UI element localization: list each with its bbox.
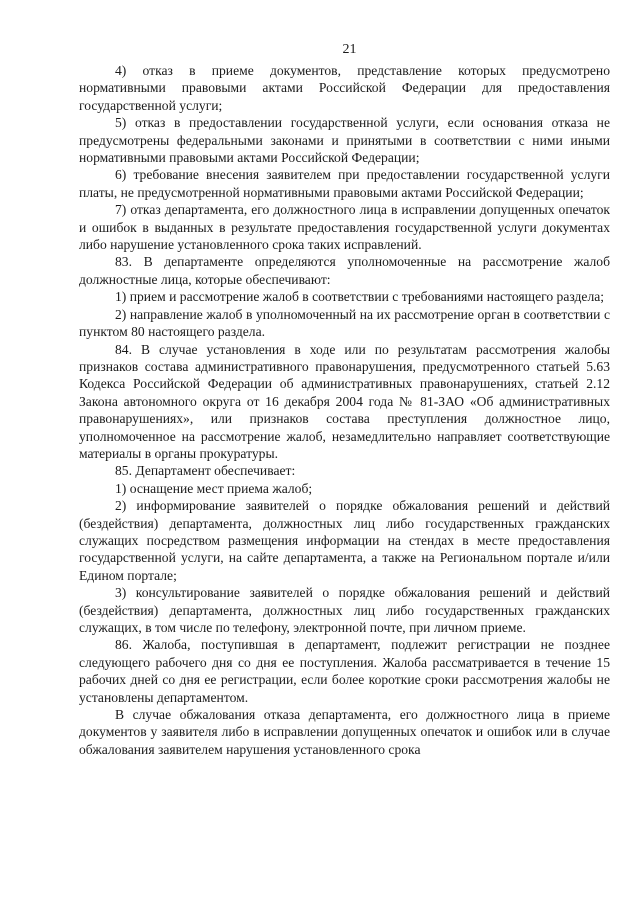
paragraph-clause-85-item-3: 3) консультирование заявителей о порядке обжалования решений и действий (бездействия) департамента, должностных лиц либо государственных гражданских служащих, в том числе по телефону, электронной почте, при личном приеме.	[79, 585, 610, 635]
paragraph-clause-84: 84. В случае установления в ходе или по результатам рассмотрения жалобы признаков состава административного правонарушения, предусмотренного статьей 5.63 Кодекса Российской Федерации об административных правонарушениях, статьей 2.12 Закона автономного округа от 16 декабря 2004 года № 81-ЗАО «Об административных правонарушениях», или признаков состава преступления должностное лицо, уполномоченное на рассмотрение жалоб, незамедлительно направляет соответствующие материалы в органы прокуратуры.	[79, 341, 610, 461]
paragraph-item-5: 5) отказ в предоставлении государственной услуги, если основания отказа не предусмотрены федеральными законами и принятыми в соответствии с ними иными нормативными правовыми актами Российской Федерации;	[79, 115, 610, 166]
paragraph-clause-85-item-1: 1) оснащение мест приема жалоб;	[115, 480, 313, 496]
paragraph-clause-85-item-2: 2) информирование заявителей о порядке обжалования решений и действий (бездействия) департамента, должностных лиц либо государственных гражданских служащих посредством размещения информации на стендах в месте предоставления государственной услуги, на сайте департамента, а также на Региональном портале и/или Едином портале;	[79, 498, 610, 583]
page-number: 21	[342, 42, 357, 57]
paragraph-clause-83-item-1: 1) прием и рассмотрение жалоб в соответствии с требованиями настоящего раздела;	[115, 289, 605, 305]
paragraph-item-6: 6) требование внесения заявителем при предоставлении государственной услуги платы, не предусмотренной нормативными правовыми актами Российской Федерации;	[79, 167, 610, 200]
paragraph-clause-83: 83. В департаменте определяются уполномоченные на рассмотрение жалоб должностные лица, которые обеспечивают:	[79, 254, 610, 287]
paragraph-item-4: 4) отказ в приеме документов, представление которых предусмотрено нормативными правовыми актами Российской Федерации для предоставления государственной услуги;	[79, 63, 610, 113]
paragraph-clause-86-continuation: В случае обжалования отказа департамента, его должностного лица в приеме документов у заявителя либо в исправлении допущенных опечаток и ошибок или в случае обжалования заявителем нарушения установленного срока	[79, 707, 610, 757]
paragraph-item-7: 7) отказ департамента, его должностного лица в исправлении допущенных опечаток и ошибок в выданных в результате предоставления государственной услуги документах либо нарушение установленного срока таких исправлений.	[79, 202, 610, 253]
paragraph-clause-86: 86. Жалоба, поступившая в департамент, подлежит регистрации не позднее следующего рабочего дня со дня ее поступления. Жалоба рассматривается в течение 15 рабочих дней со дня ее регистрации, если более короткие сроки рассмотрения жалобы не установлены департаментом.	[79, 637, 610, 705]
paragraph-clause-83-item-2: 2) направление жалоб в уполномоченный на их рассмотрение орган в соответствии с пунктом 80 настоящего раздела.	[79, 306, 610, 340]
paragraph-clause-85: 85. Департамент обеспечивает:	[115, 463, 296, 479]
document-body	[79, 62, 610, 758]
